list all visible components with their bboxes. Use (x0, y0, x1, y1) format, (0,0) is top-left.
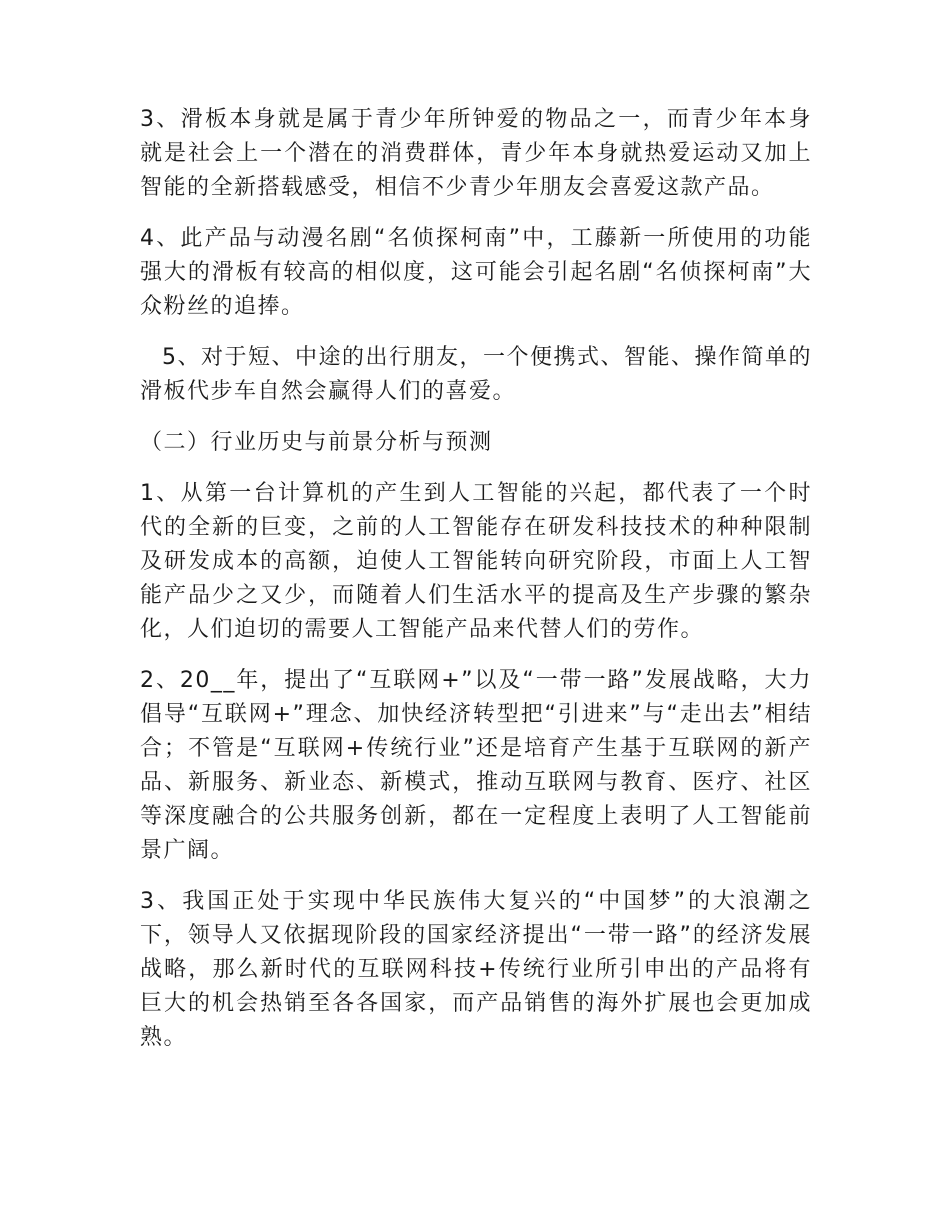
paragraph-item-3-china-dream: 3、我国正处于实现中华民族伟大复兴的“中国梦”的大浪潮之下，领导人又依据现阶段的国家经济提出“一带一路”的经济发展战略，那么新时代的互联网科技+传统行业所引申出的产品将有巨大的机会热销至各各国家，而产品销售的海外扩展也会更加成熟。 (140, 889, 812, 1050)
paragraph-item-3-skateboard-youth: 3、滑板本身就是属于青少年所钟爱的物品之一，而青少年本身就是社会上一个潜在的消费群体，青少年本身就热爱运动又加上智能的全新搭载感受，相信不少青少年朋友会喜爱这款产品。 (140, 107, 812, 200)
section-heading-industry-history: （二）行业历史与前景分析与预测 (140, 430, 493, 455)
paragraph-item-4-conan-similarity: 4、此产品与动漫名剧“名侦探柯南”中，工藤新一所使用的功能强大的滑板有较高的相似度，这可能会引起名剧“名侦探柯南”大众粉丝的追捧。 (140, 226, 812, 319)
paragraph-item-5-short-trips: 5、对于短、中途的出行朋友，一个便携式、智能、操作简单的滑板代步车自然会赢得人们的喜爱。 (140, 345, 812, 404)
paragraph-item-1-ai-history: 1、从第一台计算机的产生到人工智能的兴起，都代表了一个时代的全新的巨变，之前的人工智能存在研发科技技术的种种限制及研发成本的高额，迫使人工智能转向研究阶段，市面上人工智能产品少之又少，而随着人们生活水平的提高及生产步骤的繁杂化，人们迫切的需要人工智能产品来代替人们的劳作。 (140, 481, 812, 642)
document-page (140, 103, 812, 1072)
paragraph-item-2-internet-plus: 2、20__年，提出了“互联网+”以及“一带一路”发展战略，大力倡导“互联网+”理念、加快经济转型把“引进来”与“走出去”相结合；不管是“互联网+传统行业”还是培育产生基于互联网的新产品、新服务、新业态、新模式，推动互联网与教育、医疗、社区等深度融合的公共服务创新，都在一定程度上表明了人工智能前景广阔。 (140, 668, 812, 863)
